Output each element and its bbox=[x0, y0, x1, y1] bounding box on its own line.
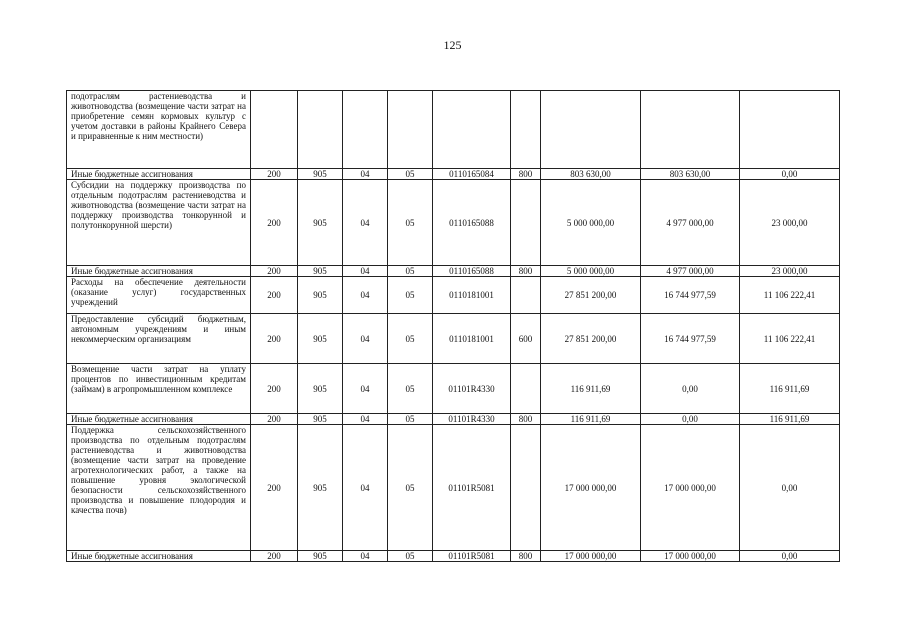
cell-subsection: 05 bbox=[388, 364, 433, 414]
cell-section: 04 bbox=[343, 277, 388, 314]
cell-ministry: 905 bbox=[298, 425, 343, 551]
cell-subsection: 05 bbox=[388, 414, 433, 425]
budget-table bbox=[66, 90, 840, 562]
row-description: Иные бюджетные ассигнования bbox=[67, 266, 251, 277]
cell-amount-remaining: 0,00 bbox=[740, 551, 840, 562]
cell-target-article: 0110165088 bbox=[433, 266, 511, 277]
cell-target-article: 0110181001 bbox=[433, 277, 511, 314]
cell-expense-type bbox=[511, 277, 541, 314]
cell-section: 04 bbox=[343, 425, 388, 551]
cell-target-article: 01101R5081 bbox=[433, 551, 511, 562]
cell-expense-type: 800 bbox=[511, 169, 541, 180]
table-row bbox=[67, 266, 840, 277]
cell-subsection: 05 bbox=[388, 169, 433, 180]
cell-amount-executed: 0,00 bbox=[641, 364, 740, 414]
cell-subsection: 05 bbox=[388, 277, 433, 314]
cell-amount-planned: 17 000 000,00 bbox=[541, 425, 641, 551]
cell-subsection: 05 bbox=[388, 180, 433, 266]
row-description: Иные бюджетные ассигнования bbox=[67, 414, 251, 425]
cell-section: 04 bbox=[343, 414, 388, 425]
cell-ministry: 905 bbox=[298, 364, 343, 414]
cell-ministry: 905 bbox=[298, 169, 343, 180]
cell-expense-type bbox=[511, 364, 541, 414]
row-description: Иные бюджетные ассигнования bbox=[67, 169, 251, 180]
cell-amount-executed: 17 000 000,00 bbox=[641, 425, 740, 551]
cell-subsection: 05 bbox=[388, 266, 433, 277]
row-description: Поддержка сельскохозяйственного производства по отдельным подотраслям растениеводства и животноводства (возмещение части затрат на проведение агротехнологических работ, а также на повышение уровня экологической безопасности сельскохозяйственного производства и повышение плодородия и качества почв) bbox=[67, 425, 251, 551]
cell-amount-remaining: 0,00 bbox=[740, 169, 840, 180]
cell-amount-remaining bbox=[740, 91, 840, 169]
cell-code: 200 bbox=[251, 364, 298, 414]
cell-ministry: 905 bbox=[298, 414, 343, 425]
cell-code: 200 bbox=[251, 180, 298, 266]
cell-section bbox=[343, 91, 388, 169]
cell-amount-planned: 17 000 000,00 bbox=[541, 551, 641, 562]
cell-expense-type: 800 bbox=[511, 414, 541, 425]
table-row bbox=[67, 180, 840, 266]
cell-amount-planned: 27 851 200,00 bbox=[541, 314, 641, 364]
cell-amount-planned: 116 911,69 bbox=[541, 364, 641, 414]
cell-amount-executed: 803 630,00 bbox=[641, 169, 740, 180]
cell-ministry: 905 bbox=[298, 266, 343, 277]
table-row bbox=[67, 91, 840, 169]
cell-section: 04 bbox=[343, 551, 388, 562]
row-description: Предоставление субсидий бюджетным, автономным учреждениям и иным некоммерческим организациям bbox=[67, 314, 251, 364]
cell-code: 200 bbox=[251, 414, 298, 425]
cell-amount-remaining: 23 000,00 bbox=[740, 180, 840, 266]
cell-expense-type: 800 bbox=[511, 551, 541, 562]
cell-expense-type bbox=[511, 425, 541, 551]
table-row bbox=[67, 551, 840, 562]
cell-amount-planned: 27 851 200,00 bbox=[541, 277, 641, 314]
cell-amount-executed: 0,00 bbox=[641, 414, 740, 425]
cell-code: 200 bbox=[251, 551, 298, 562]
table-row bbox=[67, 425, 840, 551]
cell-code: 200 bbox=[251, 314, 298, 364]
cell-amount-executed: 16 744 977,59 bbox=[641, 277, 740, 314]
cell-amount-remaining: 0,00 bbox=[740, 425, 840, 551]
cell-target-article: 01101R4330 bbox=[433, 364, 511, 414]
cell-section: 04 bbox=[343, 364, 388, 414]
cell-target-article: 01101R5081 bbox=[433, 425, 511, 551]
cell-ministry bbox=[298, 91, 343, 169]
cell-amount-remaining: 11 106 222,41 bbox=[740, 277, 840, 314]
row-description: Субсидии на поддержку производства по отдельным подотраслям растениеводства и животноводства (возмещение части затрат на поддержку производства тонкорунной и полутонкорунной шерсти) bbox=[67, 180, 251, 266]
cell-amount-executed: 4 977 000,00 bbox=[641, 180, 740, 266]
cell-subsection: 05 bbox=[388, 425, 433, 551]
cell-target-article: 0110165084 bbox=[433, 169, 511, 180]
cell-subsection bbox=[388, 91, 433, 169]
cell-amount-executed: 4 977 000,00 bbox=[641, 266, 740, 277]
cell-code: 200 bbox=[251, 266, 298, 277]
cell-expense-type: 600 bbox=[511, 314, 541, 364]
table-row bbox=[67, 314, 840, 364]
cell-ministry: 905 bbox=[298, 314, 343, 364]
cell-code: 200 bbox=[251, 169, 298, 180]
cell-subsection: 05 bbox=[388, 314, 433, 364]
cell-expense-type bbox=[511, 91, 541, 169]
table-row bbox=[67, 277, 840, 314]
cell-expense-type bbox=[511, 180, 541, 266]
cell-amount-remaining: 116 911,69 bbox=[740, 414, 840, 425]
table-row bbox=[67, 364, 840, 414]
cell-amount-planned: 5 000 000,00 bbox=[541, 180, 641, 266]
row-description: подотраслям растениеводства и животноводства (возмещение части затрат на приобретение семян кормовых культур с учетом доставки в районы Крайнего Севера и приравненные к ним местности) bbox=[67, 91, 251, 169]
cell-subsection: 05 bbox=[388, 551, 433, 562]
cell-expense-type: 800 bbox=[511, 266, 541, 277]
cell-amount-remaining: 116 911,69 bbox=[740, 364, 840, 414]
row-description: Расходы на обеспечение деятельности (оказание услуг) государственных учреждений bbox=[67, 277, 251, 314]
cell-ministry: 905 bbox=[298, 277, 343, 314]
table-row bbox=[67, 414, 840, 425]
cell-code bbox=[251, 91, 298, 169]
cell-code: 200 bbox=[251, 425, 298, 551]
cell-target-article: 0110165088 bbox=[433, 180, 511, 266]
cell-ministry: 905 bbox=[298, 551, 343, 562]
row-description: Иные бюджетные ассигнования bbox=[67, 551, 251, 562]
cell-amount-planned: 5 000 000,00 bbox=[541, 266, 641, 277]
cell-section: 04 bbox=[343, 169, 388, 180]
cell-section: 04 bbox=[343, 314, 388, 364]
cell-amount-planned: 803 630,00 bbox=[541, 169, 641, 180]
cell-section: 04 bbox=[343, 266, 388, 277]
cell-target-article: 01101R4330 bbox=[433, 414, 511, 425]
cell-ministry: 905 bbox=[298, 180, 343, 266]
cell-amount-remaining: 11 106 222,41 bbox=[740, 314, 840, 364]
cell-section: 04 bbox=[343, 180, 388, 266]
cell-amount-executed bbox=[641, 91, 740, 169]
cell-target-article: 0110181001 bbox=[433, 314, 511, 364]
cell-amount-executed: 16 744 977,59 bbox=[641, 314, 740, 364]
cell-amount-planned: 116 911,69 bbox=[541, 414, 641, 425]
cell-code: 200 bbox=[251, 277, 298, 314]
cell-target-article bbox=[433, 91, 511, 169]
row-description: Возмещение части затрат на уплату процентов по инвестиционным кредитам (займам) в агропромышленном комплексе bbox=[67, 364, 251, 414]
page-number: 125 bbox=[443, 38, 462, 52]
table-row bbox=[67, 169, 840, 180]
cell-amount-planned bbox=[541, 91, 641, 169]
cell-amount-remaining: 23 000,00 bbox=[740, 266, 840, 277]
cell-amount-executed: 17 000 000,00 bbox=[641, 551, 740, 562]
